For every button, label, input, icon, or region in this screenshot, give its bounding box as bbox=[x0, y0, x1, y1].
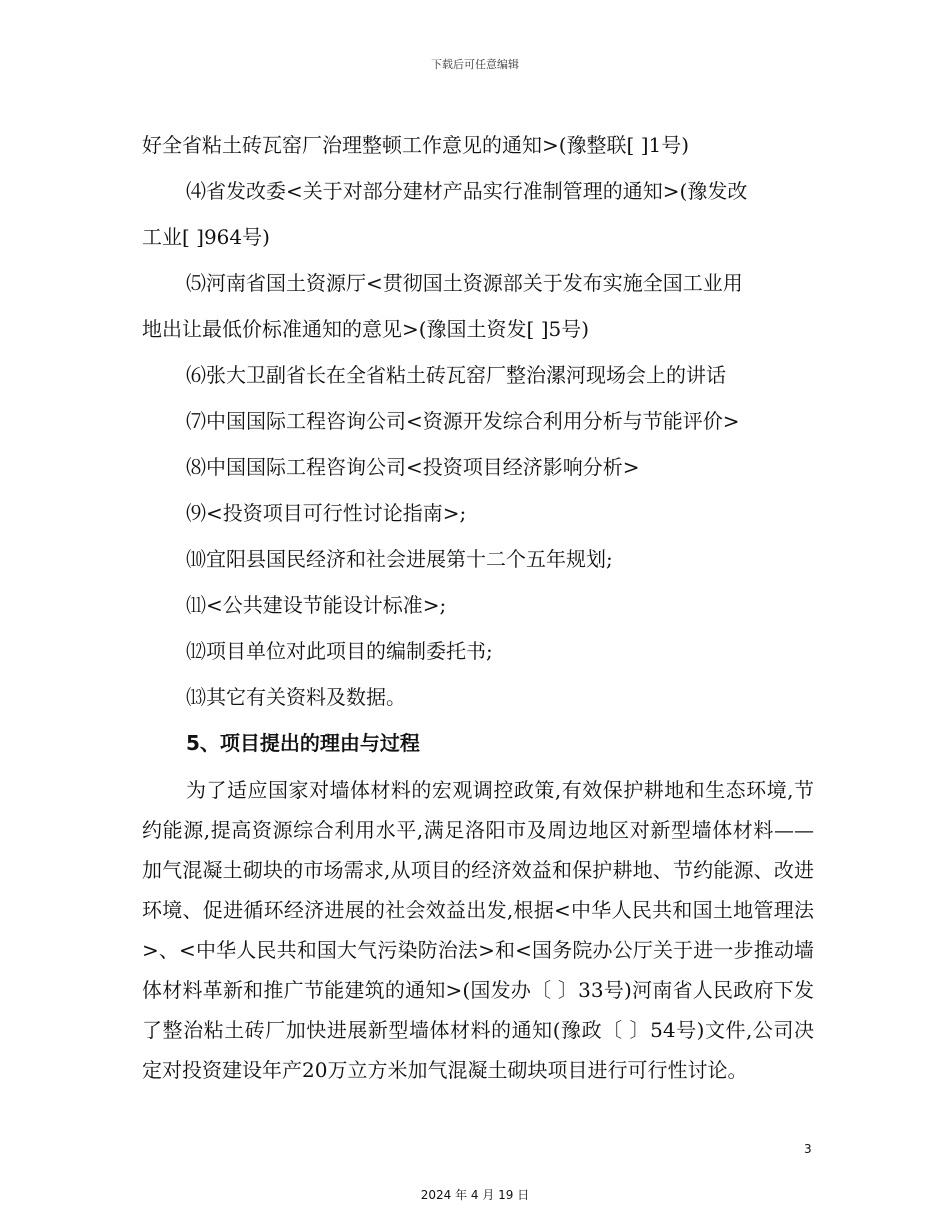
list-item-continuation: 工业[ ]964号) bbox=[142, 225, 270, 249]
list-item: ⑻中国国际工程咨询公司<投资项目经济影响分析> bbox=[186, 455, 640, 479]
text-line: 好全省粘土砖瓦窑厂治理整顿工作意见的通知>(豫整联[ ]1号) bbox=[142, 133, 690, 157]
list-item: ⑷省发改委<关于对部分建材产品实行准制管理的通知>(豫发改 bbox=[186, 179, 748, 203]
body-paragraph: 为了适应国家对墙体材料的宏观调控政策,有效保护耕地和生态环境,节约能源,提高资源综合利用水平,满足洛阳市及周边地区对新型墙体材料——加气混凝土砌块的市场需求,从项目的经济效益和保护耕地、节约能源、改进环境、促进循环经济进展的社会效益出发,根据<中华人民共和国土地管理法>、<中华人民共和国大气污染防治法>和<国务院办公厅关于进一步推动墙体材料革新和推广节能建筑的通知>(国发办〔 〕33号)河南省人民政府下发了整治粘土砖厂加快进展新型墙体材料的通知(豫政〔 〕54号)文件,公司决定对投资建设年产20万立方米加气混凝土砌块项目进行可行性讨论。 bbox=[142, 778, 814, 1082]
list-item: ⑼<投资项目可行性讨论指南>; bbox=[186, 501, 467, 525]
list-item: ⑿项目单位对此项目的编制委托书; bbox=[186, 639, 493, 663]
document-body bbox=[142, 122, 814, 1090]
list-item: ⒀其它有关资料及数据。 bbox=[186, 685, 406, 709]
page-header: 下载后可任意编辑 bbox=[431, 58, 519, 71]
list-item: ⑹张大卫副省长在全省粘土砖瓦窑厂整治漯河现场会上的讲话 bbox=[186, 363, 726, 387]
list-item: ⑾<公共建设节能设计标准>; bbox=[186, 593, 447, 617]
page-number: 3 bbox=[804, 1142, 812, 1156]
list-item: ⑸河南省国土资源厅<贯彻国土资源部关于发布实施全国工业用 bbox=[186, 271, 743, 295]
section-heading: 5、项目提出的理由与过程 bbox=[186, 731, 420, 755]
list-item: ⑽宜阳县国民经济和社会进展第十二个五年规划; bbox=[186, 547, 613, 571]
footer-date: 2024 年 4 月 19 日 bbox=[420, 1188, 530, 1202]
list-item: ⑺中国国际工程咨询公司<资源开发综合利用分析与节能评价> bbox=[186, 409, 740, 433]
list-item-continuation: 地出让最低价标准通知的意见>(豫国土资发[ ]5号) bbox=[142, 317, 590, 341]
